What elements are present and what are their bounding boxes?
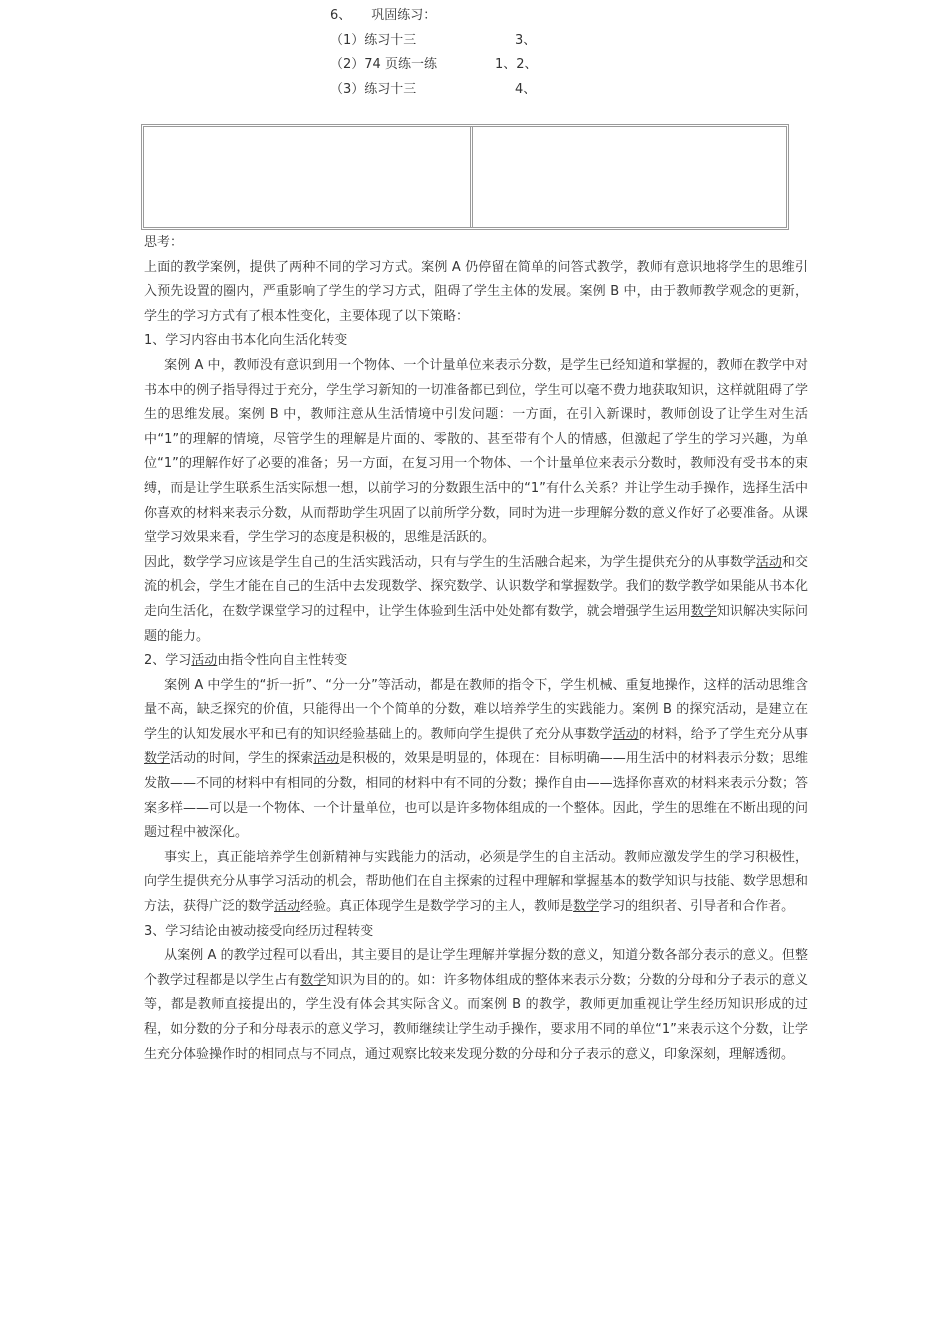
- table-title-number: 6、: [330, 8, 352, 23]
- text-run: 由指令性向自主性转变: [217, 653, 348, 669]
- math-link[interactable]: 数学: [300, 972, 327, 988]
- reflection-heading: 思考：: [144, 235, 184, 250]
- text-run: 事实上，真正能培养学生创新精神与实践能力的活动，必须是学生的自主活动。教师应激发学生的学习积极性，向学生提供充分从事学习活动的机会，帮助他们在自主探索的过程中理解和掌握基本的数学知识与技能、数学思想和方法，获得广泛的数学: [144, 849, 808, 915]
- text-run: 知识为目的的。如：许多物体组成的整体来表示分数；分数的分母和分子表示的意义等，都是教师直接提出的，学生没有体会其实际含义。而案例 B 的教学，教师更加重视让学生经历知识形成的过程，如分数的分子和分母表示的意义学习，教师继续让学生动手操作，要求用不同的单位“1”来表示这个分数，让学生充分体验操作时的相同点与不同点，通过观察比较来发现分数的分母和分子表示的意义，印象深刻，理解透彻。: [144, 972, 808, 1062]
- section-1-paragraph-2: [144, 551, 808, 649]
- activity-link[interactable]: 活动: [274, 899, 301, 915]
- text-run: 因此，数学学习应该是学生自己的生活实践活动，只有与学生的生活融合起来，为学生提供充分的从事数学: [144, 554, 756, 570]
- intro-paragraph: 上面的教学案例，提供了两种不同的学习方式。案例 A 仍停留在简单的问答式教学，教师有意识地将学生的思维引入预先设置的圈内，严重影响了学生的学习方式，阻碍了学生主体的发展。案例 B 中，由于教师教学观念的更新，学生的学习方式有了根本性变化，主要体现了以下策略：: [144, 259, 808, 324]
- table-divider: [470, 127, 473, 227]
- text-run: 的材料，给予了学生充分从事: [638, 726, 808, 742]
- text-run: 案例 A 中学生的“折一折”、“分一分”等活动，都是在教师的指令下，学生机械、重复地操作，这样的活动思维含量不高，缺乏探究的价值，只能得出一个个简单的分数，难以培养学生的实践能力。案例 B 的探究活动，是建立在学生的认知发展水平和已有的知识经验基础上的。教师向学生提供了充分从事数学: [144, 677, 808, 742]
- section-2-paragraph-1: [144, 674, 808, 846]
- activity-link[interactable]: 活动: [191, 653, 218, 669]
- section-1-paragraph-1: 案例 A 中，教师没有意识到用一个物体、一个计量单位来表示分数，是学生已经知道和掌握的，教师在教学中对书本中的例子指导得过于充分，学生学习新知的一切准备都已到位，学生可以毫不费力地获取知识，这样就阻碍了学生的思维发展。案例 B 中，教师注意从生活情境中引发问题：一方面，在引入新课时，教师创设了让学生对生活中“1”的理解的情境，尽管学生的理解是片面的、零散的、甚至带有个人的情感，但激起了学生的学习兴趣，为单位“1”的理解作好了必要的准备；另一方面，在复习用一个物体、一个计量单位来表示分数时，教师没有受书本的束缚，而是让学生联系生活实际想一想，以前学习的分数跟生活中的“1”有什么关系？并让学生动手操作，选择生活中你喜欢的材料来表示分数，从而帮助学生巩固了以前所学分数，同时为进一步理解分数的意义作好了必要准备。从课堂学习效果来看，学生学习的态度是积极的，思维是活跃的。: [144, 357, 808, 546]
- exercise-item: （3）练习十三: [330, 81, 417, 97]
- exercise-number: 3、: [515, 32, 537, 48]
- table-row: [330, 53, 630, 78]
- section-1-title: 1、学习内容由书本化向生活化转变: [144, 333, 348, 349]
- text-run: 和交流的机会，学生才能在自己的生活中去发现数学、探究数学、认识数学和掌握数学。我们的数学教学如果能从书本化走向生活化，在数学课堂学习的过程中，让学生体验到生活中处处都有数学，就会增强学生运用: [144, 554, 808, 619]
- exercise-item: （2）74 页练一练: [330, 57, 437, 72]
- section-3-title: 3、学习结论由被动接受向经历过程转变: [144, 923, 374, 939]
- table-row: [330, 78, 630, 103]
- table-title: 巩固练习：: [371, 8, 437, 23]
- table-row: [330, 29, 630, 54]
- math-link[interactable]: 数学: [573, 899, 600, 915]
- exercise-number: 4、: [515, 81, 537, 97]
- activity-link[interactable]: 活动: [612, 726, 639, 742]
- activity-link[interactable]: 活动: [755, 554, 782, 570]
- exercise-number: 1、2、: [495, 57, 538, 72]
- math-link[interactable]: 数学: [144, 751, 171, 767]
- text-run: 是积极的，效果是明显的，体现在：目标明确——用生活中的材料表示分数；思维发散——不同的材料中有相同的分数，相同的材料中有不同的分数；操作自由——选择你喜欢的材料来表示分数；答案多样——可以是一个物体、一个计量单位，也可以是许多物体组成的一个整体。因此，学生的思维在不断出现的问题过程中被深化。: [144, 751, 808, 841]
- section-2-paragraph-2: [144, 846, 808, 920]
- text-run: 知识解决实际问题的能力。: [144, 603, 808, 644]
- exercise-item: （1）练习十三: [330, 32, 417, 48]
- activity-link[interactable]: 活动: [313, 751, 340, 767]
- section-2-title: [144, 649, 808, 674]
- section-3-paragraph-1: [144, 944, 808, 1067]
- document-body: [144, 231, 808, 1067]
- math-link[interactable]: 数学: [690, 603, 717, 619]
- table-cell-title-row: [330, 4, 630, 29]
- text-run: 2、学习: [144, 653, 192, 669]
- exercise-table: [141, 124, 789, 230]
- text-run: 经验。真正体现学生是数学学习的主人，教师是: [300, 899, 574, 915]
- text-run: 学习的组织者、引导者和合作者。: [599, 899, 795, 915]
- table-right-cell: [330, 4, 630, 102]
- text-run: 从案例 A 的教学过程可以看出，其主要目的是让学生理解并掌握分数的意义，知道分数各部分表示的意义。但整个教学过程都是以学生占有: [144, 948, 808, 988]
- text-run: 活动的时间，学生的探索: [170, 751, 314, 767]
